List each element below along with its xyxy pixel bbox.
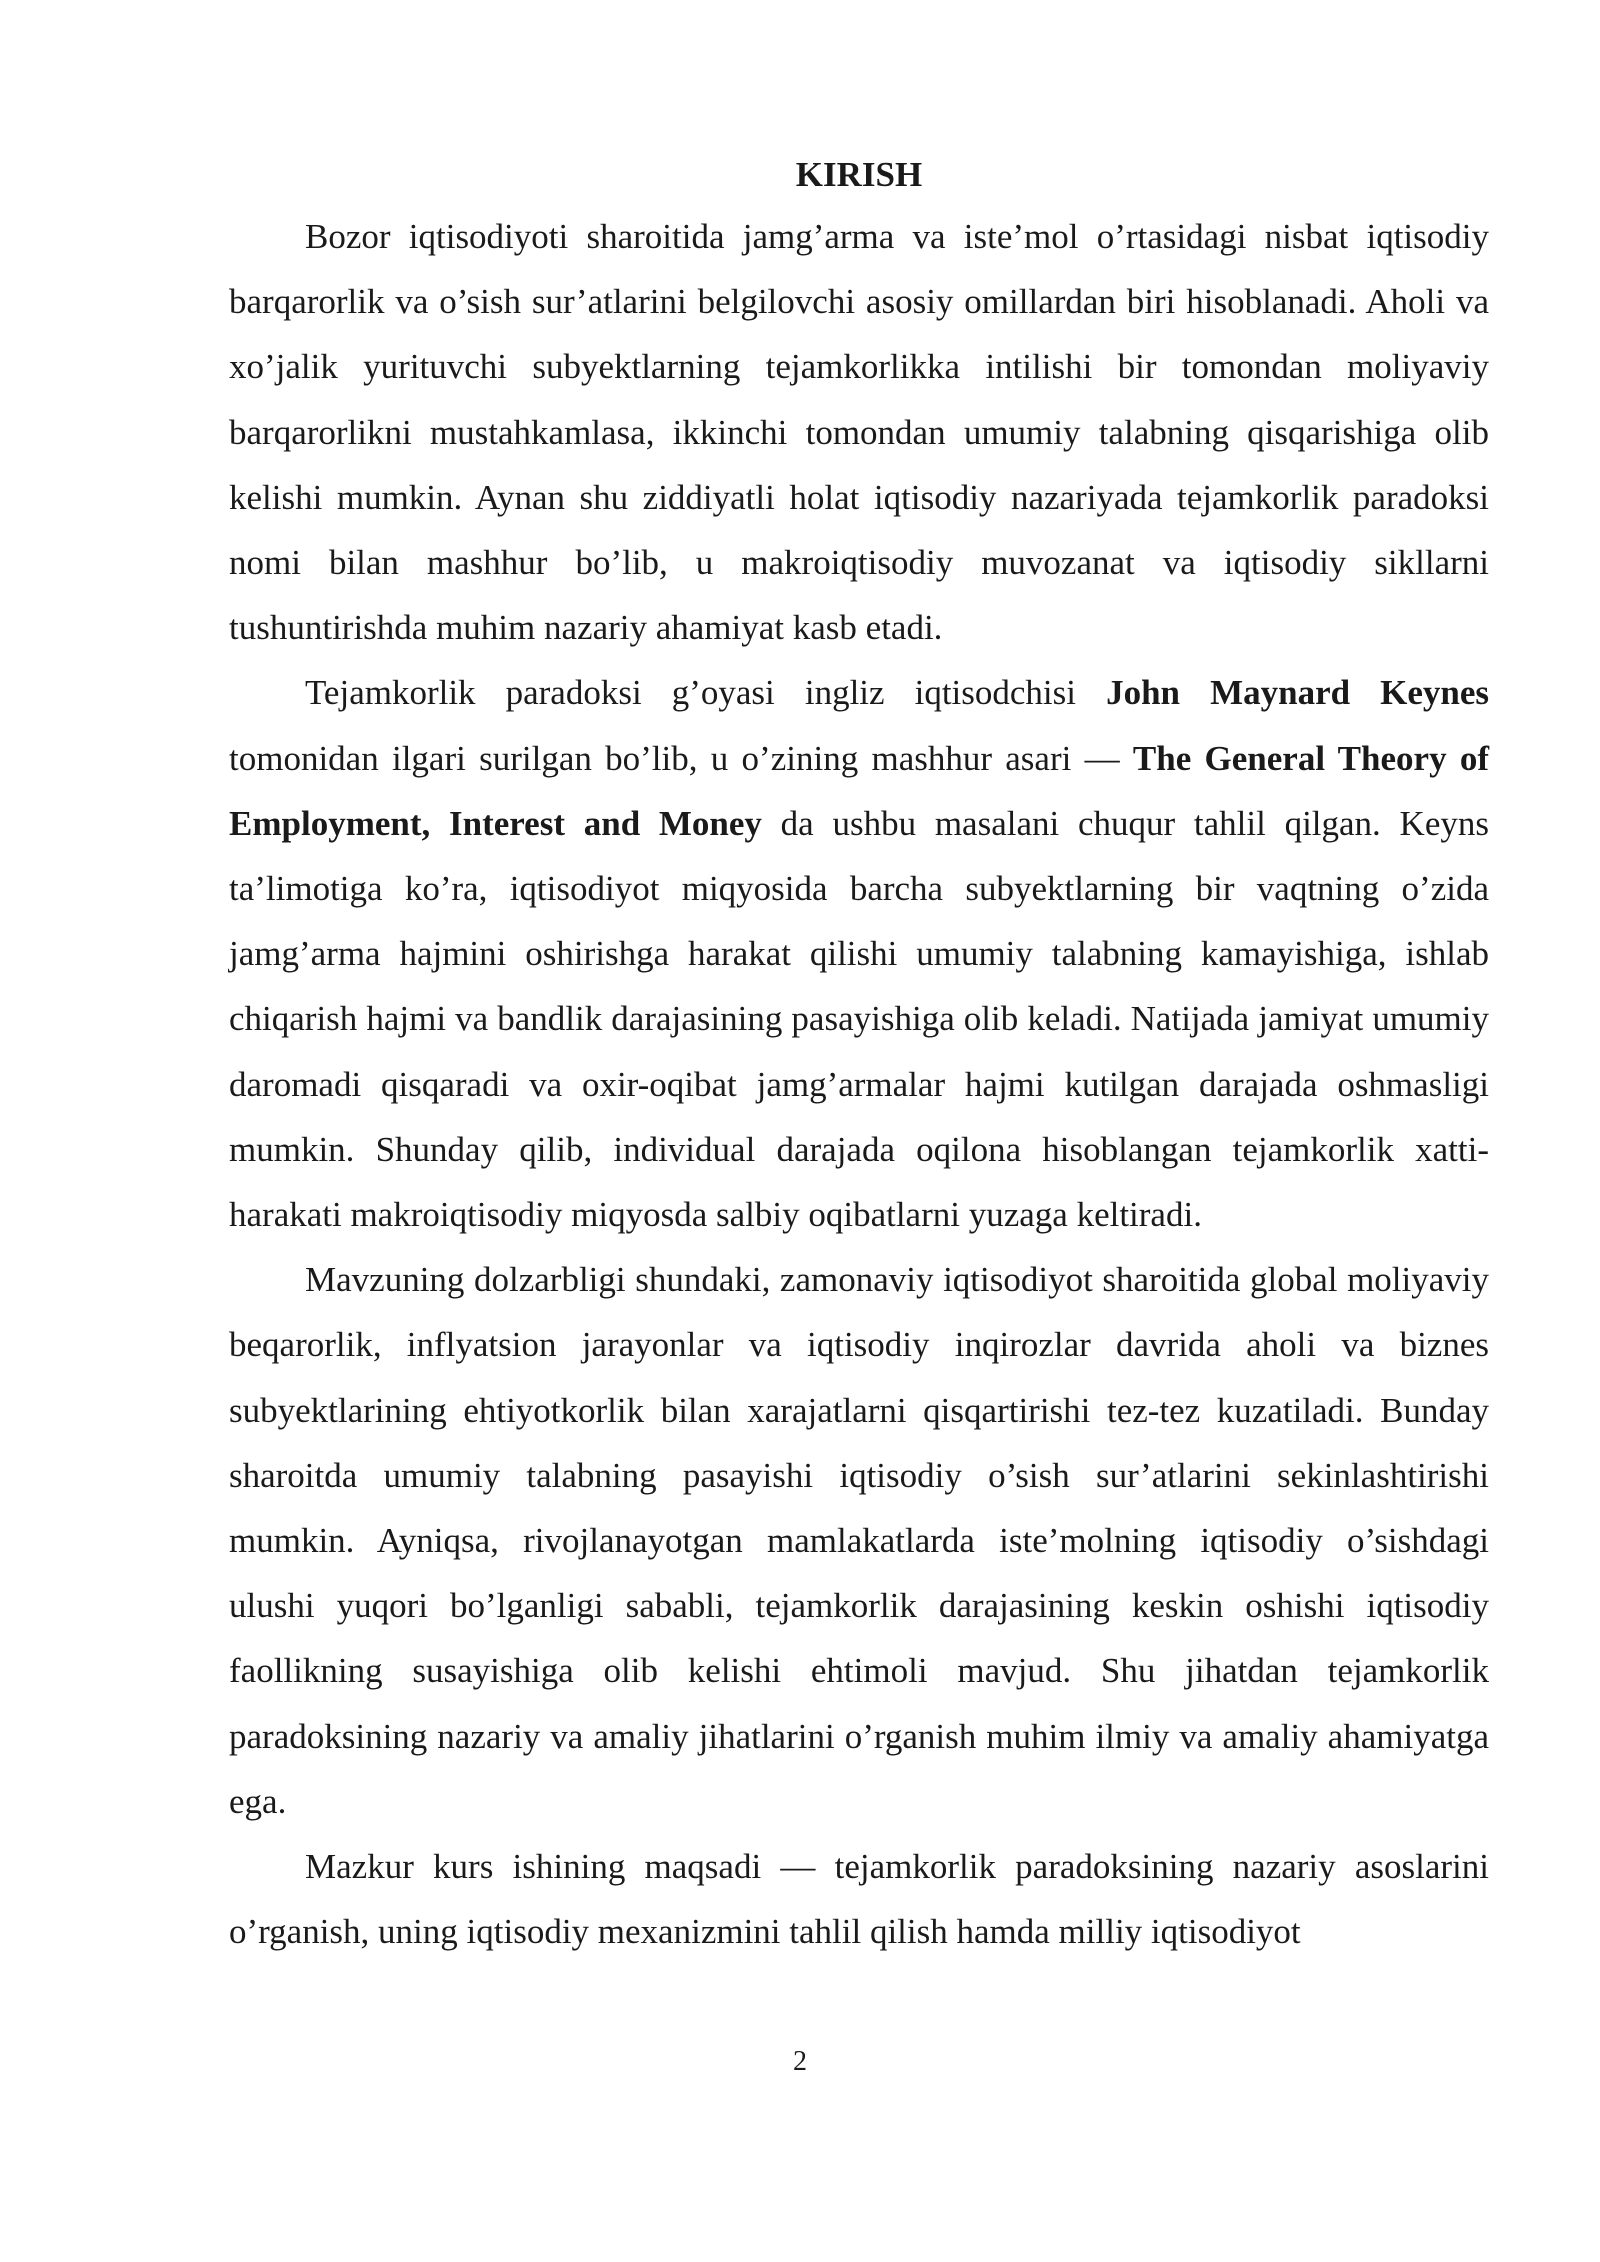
text-run: Mazkur kurs ishining maqsadi — tejamkorlik paradoksining nazariy asoslarini o’rganish, uning iqtisodiy mexanizmini tahlil qilish hamda milliy iqtisodiyot [229,1847,1489,1952]
section-heading: KIRISH [795,155,923,194]
text-run: tomonidan ilgari surilgan bo’lib, u o’zining mashhur asari — [229,738,1133,778]
page-number: 2 [793,2046,807,2077]
paragraph [229,204,1489,660]
document-page [229,150,1489,1964]
paragraph [229,1247,1489,1834]
text-run: Tejamkorlik paradoksi g’oyasi ingliz iqtisodchisi [305,673,1107,713]
text-run: Mavzuning dolzarbligi shundaki, zamonaviy iqtisodiyot sharoitida global moliyaviy beqarorlik, inflyatsion jarayonlar va iqtisodiy inqirozlar davrida aholi va biznes subyektlarining ehtiyotkorlik bilan xarajatlarni qisqartirishi tez-tez kuzatiladi. Bunday sharoitda umumiy talabning pasayishi iqtisodiy o’sish sur’atlarini sekinlashtirishi mumkin. Ayniqsa, rivojlanayotgan mamlakatlarda iste’molning iqtisodiy o’sishdagi ulushi yuqori bo’lganligi sababli, tejamkorlik darajasining keskin oshishi iqtisodiy faollikning susayishiga olib kelishi ehtimoli mavjud. Shu jihatdan tejamkorlik paradoksining nazariy va amaliy jihatlarini o’rganish muhim ilmiy va amaliy ahamiyatga ega. [229,1260,1489,1821]
body-text [229,204,1489,1964]
text-run: Bozor iqtisodiyoti sharoitida jamg’arma va iste’mol o’rtasidagi nisbat iqtisodiy barqarorlik va o’sish sur’atlarini belgilovchi asosiy omillardan biri hisoblanadi. Aholi va xo’jalik yurituvchi subyektlarning tejamkorlikka intilishi bir tomondan moliyaviy barqarorlikni mustahkamlasa, ikkinchi tomondan umumiy talabning qisqarishiga olib kelishi mumkin. Aynan shu ziddiyatli holat iqtisodiy nazariyada tejamkorlik paradoksi nomi bilan mashhur bo’lib, u makroiqtisodiy muvozanat va iqtisodiy sikllarni tushuntirishda muhim nazariy ahamiyat kasb etadi. [229,217,1489,648]
text-run: da ushbu masalani chuqur tahlil qilgan. Keyns ta’limotiga ko’ra, iqtisodiyot miqyosida barcha subyektlarning bir vaqtning o’zida jamg’arma hajmini oshirishga harakat qilishi umumiy talabning kamayishiga, ishlab chiqarish hajmi va bandlik darajasining pasayishiga olib keladi. Natijada jamiyat umumiy daromadi qisqaradi va oxir-oqibat jamg’armalar hajmi kutilgan darajada oshmasligi mumkin. Shunday qilib, individual darajada oqilona hisoblangan tejamkorlik xatti-harakati makroiqtisodiy miqyosda salbiy oqibatlarni yuzaga keltiradi. [229,803,1489,1235]
bold-text: The General Theory of Employment, Interest and Money [229,738,1489,843]
paragraph [229,660,1489,1247]
bold-text: John Maynard Keynes [1106,673,1490,713]
paragraph [229,1834,1489,1964]
